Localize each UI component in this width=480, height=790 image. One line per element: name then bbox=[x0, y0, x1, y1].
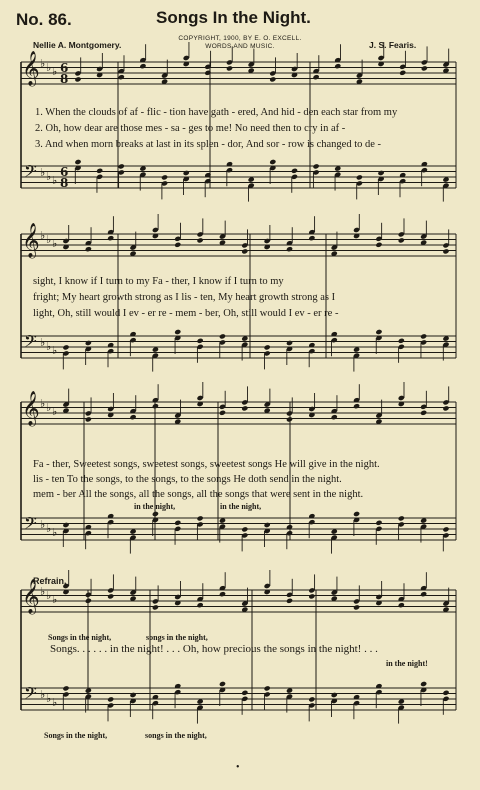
flat-icon: ♭ bbox=[52, 593, 58, 606]
note-head bbox=[107, 696, 114, 702]
copyright-line-1: COPYRIGHT, 1900, BY E. O. EXCELL. bbox=[178, 35, 302, 42]
note-head bbox=[107, 235, 114, 241]
note-head bbox=[353, 511, 360, 517]
treble-clef-icon: 𝄞 bbox=[22, 391, 40, 426]
note-head bbox=[377, 170, 384, 176]
note-head bbox=[313, 163, 320, 169]
note-head bbox=[442, 405, 449, 411]
time-signature: 6 bbox=[60, 165, 69, 179]
note-head bbox=[85, 598, 92, 604]
flat-icon: ♭ bbox=[46, 522, 52, 535]
note-head bbox=[197, 338, 204, 344]
note-head bbox=[241, 690, 248, 696]
system3-bass-cue-2: in the night, bbox=[220, 502, 262, 511]
flat-icon: ♭ bbox=[40, 336, 46, 349]
system1-verse2: 2. Oh, how dear are those mes - sa - ges to me! No need then to cry in af - bbox=[35, 123, 346, 134]
note-head bbox=[334, 63, 341, 69]
note-head bbox=[85, 340, 92, 346]
note-head bbox=[420, 681, 427, 687]
flat-icon: ♭ bbox=[52, 526, 58, 539]
composer-credit: J. S. Fearis. bbox=[369, 40, 417, 50]
time-signature: 8 bbox=[60, 176, 69, 190]
note-head bbox=[375, 520, 382, 526]
flat-icon: ♭ bbox=[46, 61, 52, 74]
note-head bbox=[183, 170, 190, 176]
note-head bbox=[219, 333, 226, 339]
note-head bbox=[291, 168, 298, 174]
note-head bbox=[420, 591, 427, 597]
note-head bbox=[85, 246, 92, 252]
note-head bbox=[398, 602, 405, 608]
note-head bbox=[269, 159, 276, 165]
note-head bbox=[398, 515, 405, 521]
note-head bbox=[174, 520, 181, 526]
system3-bass-cue-1: in the night, bbox=[134, 502, 176, 511]
system3-verse2: lis - ten To the songs, to the songs, to the songs He doth send in the night. bbox=[33, 474, 342, 485]
bass-staff-1 bbox=[21, 166, 456, 188]
note-head bbox=[241, 526, 248, 532]
note-head bbox=[286, 340, 293, 346]
note-head bbox=[353, 604, 360, 610]
note-head bbox=[269, 76, 276, 82]
treble-clef-icon: 𝄞 bbox=[22, 51, 40, 86]
note-head bbox=[96, 168, 103, 174]
bass-staff-2 bbox=[21, 336, 456, 358]
bass-clef-icon: 𝄢 bbox=[24, 331, 37, 355]
refrain-upper-cue-1: Songs in the night, bbox=[48, 633, 112, 642]
note-head bbox=[152, 511, 159, 517]
note-head bbox=[356, 174, 363, 180]
time-signature: 6 bbox=[60, 61, 69, 75]
system1-verse1: 1. When the clouds of af - flic - tion have gath - ered, And hid - den each star from my bbox=[35, 107, 398, 118]
bass-clef-icon: 𝄢 bbox=[24, 513, 37, 537]
system3-verse1: Fa - ther, Sweetest songs, sweetest songs, sweetest songs He will give in the night. bbox=[33, 459, 380, 470]
note-head bbox=[399, 70, 406, 76]
note-head bbox=[286, 598, 293, 604]
note-head bbox=[308, 696, 315, 702]
note-head bbox=[161, 174, 168, 180]
note-head bbox=[331, 692, 338, 698]
note-head bbox=[62, 522, 69, 528]
refrain-end-cue: in the night! bbox=[386, 659, 428, 668]
flat-icon: ♭ bbox=[46, 589, 52, 602]
treble-staff-1 bbox=[21, 62, 456, 84]
note-head bbox=[129, 692, 136, 698]
flat-icon: ♭ bbox=[52, 174, 58, 187]
note-head bbox=[219, 591, 226, 597]
flat-icon: ♭ bbox=[52, 344, 58, 357]
note-head bbox=[139, 63, 146, 69]
flat-icon: ♭ bbox=[40, 397, 46, 410]
note-head bbox=[286, 246, 293, 252]
flat-icon: ♭ bbox=[52, 696, 58, 709]
lyricist-credit: Nellie A. Montgomery. bbox=[33, 40, 122, 50]
note-head bbox=[219, 681, 226, 687]
flat-icon: ♭ bbox=[46, 170, 52, 183]
note-head bbox=[308, 593, 315, 599]
bass-clef-icon: 𝄢 bbox=[24, 683, 37, 707]
note-head bbox=[241, 248, 248, 254]
time-signature: 8 bbox=[60, 72, 69, 86]
note-head bbox=[85, 416, 92, 422]
system2-verse2: fright; My heart growth strong as I lis - ten, My heart growth strong as I bbox=[33, 292, 336, 303]
note-head bbox=[174, 242, 181, 248]
note-head bbox=[353, 403, 360, 409]
refrain-bass-cue-1: Songs in the night, bbox=[44, 731, 108, 740]
flat-icon: ♭ bbox=[52, 237, 58, 250]
flat-icon: ♭ bbox=[46, 401, 52, 414]
note-head bbox=[197, 515, 204, 521]
note-head bbox=[62, 344, 69, 350]
note-head bbox=[421, 65, 428, 71]
note-head bbox=[420, 410, 427, 416]
flat-icon: ♭ bbox=[52, 65, 58, 78]
footer-mark: • bbox=[236, 762, 240, 773]
flat-icon: ♭ bbox=[40, 585, 46, 598]
hymn-number: No. 86. bbox=[16, 10, 72, 29]
note-head bbox=[197, 237, 204, 243]
note-head bbox=[152, 604, 159, 610]
note-head bbox=[442, 248, 449, 254]
note-head bbox=[197, 602, 204, 608]
hymn-title: Songs In the Night. bbox=[156, 8, 311, 27]
system2-verse3: light, Oh, still would I ev - er re - mem - ber, Oh, still would I ev - er re - bbox=[33, 308, 339, 319]
note-head bbox=[264, 522, 271, 528]
note-head bbox=[129, 414, 136, 420]
note-head bbox=[118, 74, 125, 80]
note-head bbox=[219, 410, 226, 416]
flat-icon: ♭ bbox=[40, 229, 46, 242]
note-head bbox=[241, 405, 248, 411]
system2-verse1: sight, I know if I turn to my Fa - ther, I know if I turn to my bbox=[33, 276, 284, 287]
flat-icon: ♭ bbox=[40, 166, 46, 179]
flat-icon: ♭ bbox=[46, 340, 52, 353]
treble-clef-icon: 𝄞 bbox=[22, 223, 40, 258]
note-head bbox=[62, 685, 69, 691]
note-head bbox=[174, 329, 181, 335]
flat-icon: ♭ bbox=[40, 57, 46, 70]
note-head bbox=[74, 159, 81, 165]
copyright-line-2: WORDS AND MUSIC. bbox=[205, 43, 275, 50]
flat-icon: ♭ bbox=[40, 688, 46, 701]
flat-icon: ♭ bbox=[46, 233, 52, 246]
note-head bbox=[398, 338, 405, 344]
treble-clef-icon: 𝄞 bbox=[22, 579, 40, 614]
note-head bbox=[226, 65, 233, 71]
refrain-bass-cue-2: songs in the night, bbox=[145, 731, 207, 740]
system1-verse3: 3. And when morn breaks at last in its splen - dor, And sor - row is changed to de - bbox=[35, 139, 382, 150]
note-head bbox=[442, 526, 449, 532]
note-head bbox=[375, 242, 382, 248]
flat-icon: ♭ bbox=[52, 405, 58, 418]
note-head bbox=[286, 416, 293, 422]
flat-icon: ♭ bbox=[40, 518, 46, 531]
note-head bbox=[398, 237, 405, 243]
bass-clef-icon: 𝄢 bbox=[24, 161, 37, 185]
note-head bbox=[375, 329, 382, 335]
note-head bbox=[152, 403, 159, 409]
note-head bbox=[118, 163, 125, 169]
flat-icon: ♭ bbox=[46, 692, 52, 705]
refrain-label: Refrain. bbox=[33, 576, 67, 586]
note-head bbox=[308, 235, 315, 241]
refrain-upper-cue-2: songs in the night, bbox=[146, 633, 208, 642]
system3-verse3: mem - ber All the songs, all the songs, all the songs that were sent in the night. bbox=[33, 489, 364, 500]
note-head bbox=[420, 333, 427, 339]
note-head bbox=[74, 76, 81, 82]
note-head bbox=[331, 414, 338, 420]
note-head bbox=[442, 690, 449, 696]
note-head bbox=[107, 593, 114, 599]
note-head bbox=[264, 685, 271, 691]
note-head bbox=[313, 74, 320, 80]
refrain-main-text: Songs. . . . . . in the night! . . . Oh, how precious the songs in the night! . . . bbox=[50, 643, 378, 655]
note-head bbox=[264, 344, 271, 350]
